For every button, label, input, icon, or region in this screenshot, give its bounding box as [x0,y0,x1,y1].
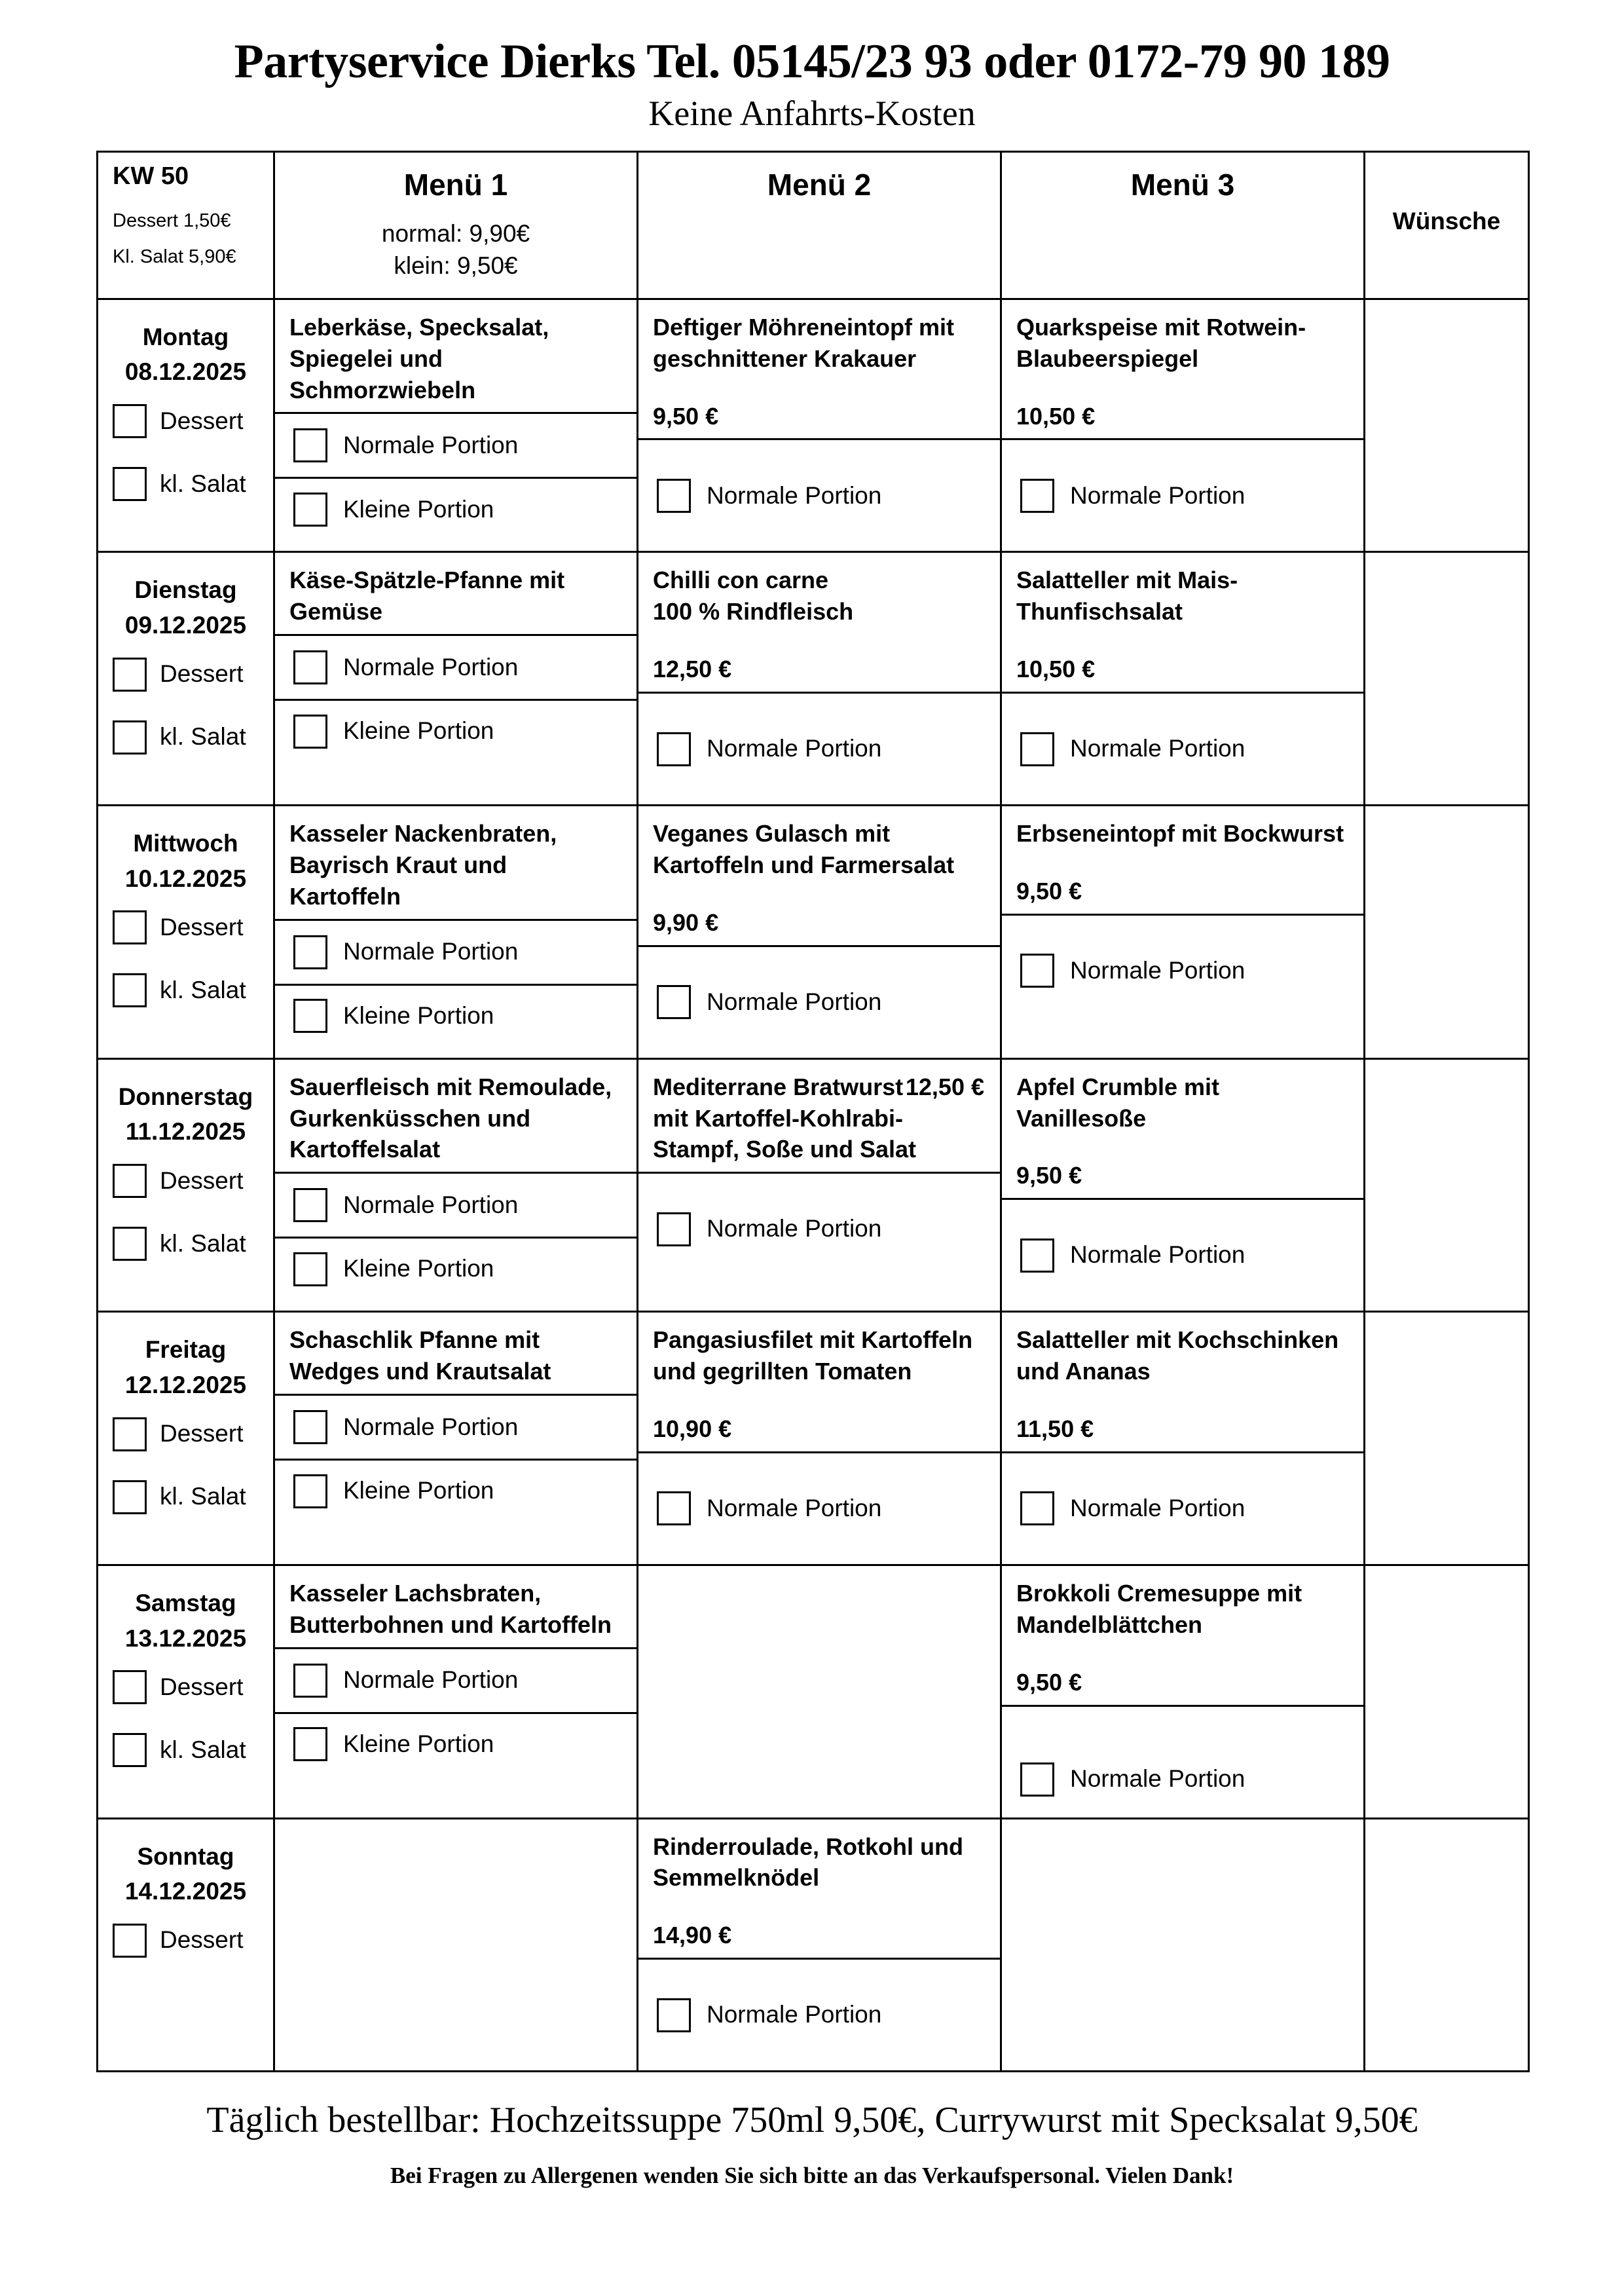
dish-line: Leberkäse, Specksalat, Spiegelei und Schmorzwiebeln [289,313,549,403]
menu1-price-small: klein: 9,50€ [394,252,518,280]
menu1-small-portion-row[interactable] [275,984,637,1047]
dish-line: Chilli con carne [653,567,829,594]
menu1-normal-portion-checkbox[interactable] [293,650,327,684]
menu2-cell [638,806,1001,1059]
menu2-cell [638,1312,1001,1565]
menu1-cell [274,806,638,1059]
menu3-normal-portion-row[interactable] [1002,939,1245,1002]
menu-price: 9,90 € [653,908,719,936]
menu2-dish [638,553,1000,692]
day-date: 08.12.2025 [124,358,247,386]
menu1-portion-options [275,919,637,1047]
dessert-option-label: Dessert [160,1926,244,1954]
menu1-small-portion-label: Kleine Portion [343,717,494,745]
menu1-normal-portion-row[interactable] [275,1649,637,1712]
day-cell [98,1565,274,1818]
menu3-cell [1001,1818,1365,2072]
day-name: Dienstag [134,576,237,604]
menu1-portion-options [275,1172,637,1299]
weekly-menu-table [96,151,1530,2072]
day-options [98,1656,273,1787]
day-row [98,1818,1529,2072]
menu1-normal-portion-row[interactable] [275,636,637,699]
table-header-row [98,151,1529,299]
menu1-title: Menü 1 [403,167,508,202]
salad-option-checkbox[interactable] [113,1480,147,1514]
dish-line: Veganes Gulasch mit Kartoffeln und Farmersalat [653,820,955,878]
menu3-portion-options [1002,1198,1363,1311]
dish-line: Rinderroulade, Rotkohl und Semmelknödel [653,1833,963,1892]
menu2-portion-options [638,1451,1000,1564]
menu2-normal-portion-row[interactable] [638,718,881,781]
menu2-normal-portion-label: Normale Portion [707,988,882,1015]
menu2-portion-options [638,1958,1000,2070]
dessert-option-label: Dessert [160,660,244,688]
menu1-portion-options [275,412,637,540]
menu-price: 12,50 € [653,656,732,683]
day-name-block [98,553,273,643]
menu-inline-price: 12,50 € [905,1073,984,1100]
menu3-portion-options [1002,914,1363,1026]
menu3-normal-portion-checkbox[interactable] [1020,732,1054,766]
dessert-option-row[interactable] [98,1656,273,1719]
menu3-title: Menü 3 [1130,167,1235,202]
menu2-dish [638,1060,1000,1172]
menu1-normal-portion-checkbox[interactable] [293,1188,327,1222]
salad-option-label: kl. Salat [160,470,246,497]
salad-option-checkbox[interactable] [113,720,147,755]
menu1-dish [275,553,637,634]
dish-line: Kasseler Nackenbraten, Bayrisch Kraut und Kartoffeln [289,820,557,910]
dessert-option-label: Dessert [160,913,244,941]
header-wishes-cell [1365,151,1529,299]
menu1-small-portion-checkbox[interactable] [293,1252,327,1286]
menu1-small-portion-label: Kleine Portion [343,1001,494,1029]
wishes-cell[interactable] [1365,806,1529,1059]
menu-price: 14,90 € [653,1922,732,1949]
menu3-cell [1001,552,1365,806]
day-name: Sonntag [137,1842,234,1870]
menu1-small-portion-row[interactable] [275,1237,637,1299]
menu1-small-portion-checkbox[interactable] [293,1474,327,1508]
day-options [98,1149,273,1280]
salad-option-label: kl. Salat [160,723,246,751]
menu3-normal-portion-checkbox[interactable] [1020,1762,1054,1797]
dessert-option-row[interactable] [98,1403,273,1466]
menu1-cell [274,1312,638,1565]
menu3-normal-portion-label: Normale Portion [1070,1241,1246,1269]
menu1-cell [274,1818,638,2072]
menu3-dish [1002,1313,1363,1451]
dessert-option-checkbox[interactable] [113,910,147,944]
menu2-portion-options [638,438,1000,551]
day-name: Samstag [135,1589,236,1616]
menu3-dish [1002,806,1363,914]
menu1-small-portion-checkbox[interactable] [293,493,327,527]
menu2-normal-portion-checkbox[interactable] [657,985,691,1019]
menu1-normal-portion-row[interactable] [275,1174,637,1237]
salad-option-label: kl. Salat [160,1736,246,1763]
menu3-normal-portion-label: Normale Portion [1070,956,1246,984]
menu2-normal-portion-checkbox[interactable] [657,1212,691,1246]
dessert-option-row[interactable] [98,1149,273,1212]
menu1-normal-portion-label: Normale Portion [343,1191,519,1218]
menu1-normal-portion-row[interactable] [275,1396,637,1459]
day-row [98,299,1529,552]
day-options [98,1909,273,1977]
menu1-dish [275,300,637,413]
salad-option-row[interactable] [98,1719,273,1781]
salad-option-row[interactable] [98,453,273,515]
dessert-option-row[interactable] [98,1909,273,1972]
day-row [98,1565,1529,1818]
menu1-small-portion-row[interactable] [275,1712,637,1775]
menu3-normal-portion-checkbox[interactable] [1020,954,1054,988]
dessert-option-label: Dessert [160,1420,244,1447]
dish-line: Pangasiusfilet mit Kartoffeln und gegrillten Tomaten [653,1326,973,1385]
menu2-cell [638,1565,1001,1818]
salad-option-row[interactable] [98,959,273,1022]
menu2-dish [638,1313,1000,1451]
dish-line: Sauerfleisch mit Remoulade, Gurkenküsschen und Kartoffelsalat [289,1073,612,1163]
menu1-small-portion-label: Kleine Portion [343,1730,494,1757]
day-cell [98,1818,274,2072]
menu1-normal-portion-checkbox[interactable] [293,1410,327,1444]
salad-option-label: kl. Salat [160,1229,246,1257]
menu3-dish [1002,1060,1363,1199]
menu1-small-portion-label: Kleine Portion [343,1477,494,1504]
day-name: Freitag [145,1336,227,1364]
wishes-cell[interactable] [1365,1818,1529,2072]
menu2-normal-portion-checkbox[interactable] [657,732,691,766]
day-name: Mittwoch [133,830,238,857]
dessert-option-checkbox[interactable] [113,1164,147,1198]
header-menu2-cell [638,151,1001,299]
menu1-cell [274,1058,638,1312]
menu1-normal-portion-label: Normale Portion [343,432,519,459]
menu1-normal-portion-checkbox[interactable] [293,935,327,969]
day-date: 10.12.2025 [124,865,247,892]
wishes-cell[interactable] [1365,552,1529,806]
menu2-normal-portion-row[interactable] [638,1477,881,1540]
menu1-price-normal: normal: 9,90€ [381,220,530,248]
menu1-cell [274,299,638,552]
menu2-normal-portion-row[interactable] [638,464,881,527]
menu3-portion-options [1002,438,1363,551]
menu1-portion-options [275,1394,637,1521]
menu3-dish [1002,300,1363,439]
dessert-option-row[interactable] [98,896,273,959]
day-date: 11.12.2025 [125,1118,246,1146]
salad-option-checkbox[interactable] [113,973,147,1007]
dessert-option-checkbox[interactable] [113,1670,147,1704]
dish-line: Quarkspeise mit Rotwein-Blaubeerspiegel [1016,313,1306,372]
menu3-normal-portion-row[interactable] [1002,464,1245,527]
dish-line: Salatteller mit Kochschinken und Ananas [1016,1326,1339,1385]
menu1-normal-portion-label: Normale Portion [343,938,519,965]
dessert-option-label: Dessert [160,1673,244,1700]
menu-price: 11,50 € [1016,1415,1094,1443]
menu-price: 9,50 € [1016,1162,1082,1189]
dish-line: Erbseneintopf mit Bockwurst [1016,820,1344,848]
day-cell [98,299,274,552]
menu-table-container [96,151,1528,2072]
menu2-dish [638,806,1000,945]
salad-option-checkbox[interactable] [113,467,147,501]
dish-line: Salatteller mit Mais-Thunfischsalat [1016,567,1238,625]
menu2-normal-portion-row[interactable] [638,1984,881,2047]
menu1-cell [274,1565,638,1818]
menu3-dish [1002,553,1363,692]
day-date: 14.12.2025 [124,1878,247,1905]
menu2-portion-options [638,945,1000,1058]
day-options [98,390,273,521]
dessert-option-label: Dessert [160,407,244,434]
menu2-portion-options [638,1172,1000,1284]
menu2-normal-portion-label: Normale Portion [707,1495,882,1522]
menu1-normal-portion-label: Normale Portion [343,1666,519,1694]
menu1-cell [274,552,638,806]
day-name-block [98,300,273,390]
wishes-cell[interactable] [1365,1565,1529,1818]
menu2-normal-portion-label: Normale Portion [707,1215,882,1242]
daily-offers-text: Täglich bestellbar: Hochzeitssuppe 750ml 9,50€, Currywurst mit Specksalat 9,50€ [206,2100,1418,2141]
day-row [98,1312,1529,1565]
header-subtitle: Keine Anfahrts-Kosten [648,93,976,133]
day-options [98,1403,273,1534]
menu-price: 9,50 € [1016,877,1082,904]
menu1-portion-options [275,1647,637,1775]
menu3-portion-options [1002,692,1363,804]
menu2-normal-portion-checkbox[interactable] [657,1491,691,1525]
menu2-cell [638,1818,1001,2072]
dish-line: 100 % Rindfleisch [653,598,854,625]
menu2-cell [638,1058,1001,1312]
menu3-normal-portion-row[interactable] [1002,1224,1245,1287]
menu1-small-portion-checkbox[interactable] [293,1727,327,1761]
menu3-cell [1001,1565,1365,1818]
menu3-normal-portion-label: Normale Portion [1070,481,1246,509]
menu2-portion-options [638,692,1000,804]
header-menu1-cell [274,151,638,299]
wishes-cell[interactable] [1365,299,1529,552]
menu3-portion-options [1002,1705,1363,1818]
menu2-title: Menü 2 [767,167,872,202]
menu3-cell [1001,299,1365,552]
menu3-normal-portion-label: Normale Portion [1070,735,1246,762]
day-name-block [98,1060,273,1149]
day-name-block [98,1819,273,1909]
day-row [98,552,1529,806]
dessert-option-row[interactable] [98,390,273,453]
salad-option-row[interactable] [98,1212,273,1275]
menu-price: 9,50 € [1016,1668,1082,1696]
day-options [98,643,273,774]
menu2-normal-portion-checkbox[interactable] [657,1998,691,2032]
menu1-dish [275,806,637,919]
dessert-option-checkbox[interactable] [113,1924,147,1958]
menu3-dish [1002,1566,1363,1705]
wishes-title: Wünsche [1392,207,1501,234]
menu3-normal-portion-label: Normale Portion [1070,1765,1246,1793]
menu1-normal-portion-checkbox[interactable] [293,1664,327,1698]
menu2-normal-portion-checkbox[interactable] [657,479,691,513]
menu1-small-portion-row[interactable] [275,699,637,762]
menu-price: 10,50 € [1016,656,1096,683]
day-name-block [98,1566,273,1656]
menu1-small-portion-checkbox[interactable] [293,999,327,1033]
menu3-cell [1001,1312,1365,1565]
document-footer [0,2098,1624,2190]
salad-option-checkbox[interactable] [113,1227,147,1261]
salad-option-label: kl. Salat [160,1483,246,1510]
day-name: Donnerstag [118,1083,253,1110]
menu1-small-portion-row[interactable] [275,1459,637,1521]
menu1-small-portion-label: Kleine Portion [343,1255,494,1282]
menu2-cell [638,299,1001,552]
menu1-normal-portion-row[interactable] [275,414,637,477]
dish-line: 12,50 € Mediterrane Bratwurst mit Kartoffel-Kohlrabi-Stampf, Soße und Salat [653,1072,988,1166]
salad-option-label: kl. Salat [160,976,246,1003]
menu-price: 10,90 € [653,1415,732,1443]
menu1-normal-portion-label: Normale Portion [343,1413,519,1440]
menu2-normal-portion-row[interactable] [638,971,881,1034]
menu1-portion-options [275,634,637,762]
day-date: 09.12.2025 [124,612,247,639]
day-name-block [98,806,273,896]
dish-line: Brokkoli Cremesuppe mit Mandelblättchen [1016,1579,1302,1638]
day-cell [98,1312,274,1565]
wishes-cell[interactable] [1365,1058,1529,1312]
menu1-dish [275,1566,637,1647]
dessert-price-label: Dessert 1,50€ [113,210,231,231]
menu3-normal-portion-row[interactable] [1002,718,1245,781]
menu1-small-portion-row[interactable] [275,477,637,540]
allergen-note: Bei Fragen zu Allergenen wenden Sie sich bitte an das Verkaufspersonal. Vielen Dank! [390,2163,1234,2189]
dish-line: Apfel Crumble mit Vanillesoße [1016,1073,1220,1132]
dish-line: Käse-Spätzle-Pfanne mit Gemüse [289,567,565,625]
menu2-dish [638,1819,1000,1958]
menu3-cell [1001,806,1365,1059]
menu1-normal-portion-checkbox[interactable] [293,428,327,462]
header-week-cell [98,151,274,299]
day-cell [98,552,274,806]
dish-line: Schaschlik Pfanne mit Wedges und Krautsalat [289,1326,551,1385]
dessert-option-checkbox[interactable] [113,1417,147,1451]
menu2-normal-portion-label: Normale Portion [707,2001,882,2028]
menu3-portion-options [1002,1451,1363,1564]
business-title: Partyservice Dierks Tel. 05145/23 93 oder 0172-79 90 189 [234,35,1390,88]
dessert-option-row[interactable] [98,643,273,706]
day-name: Montag [142,323,229,350]
week-number: KW 50 [113,162,189,190]
day-date: 13.12.2025 [124,1624,247,1652]
salad-option-row[interactable] [98,706,273,769]
menu1-normal-portion-row[interactable] [275,921,637,984]
wishes-cell[interactable] [1365,1312,1529,1565]
dessert-option-label: Dessert [160,1166,244,1194]
salad-option-checkbox[interactable] [113,1733,147,1767]
day-row [98,806,1529,1059]
menu2-normal-portion-row[interactable] [638,1198,881,1261]
menu2-dish [638,300,1000,439]
salad-price-label: Kl. Salat 5,90€ [113,246,236,267]
menu1-normal-portion-label: Normale Portion [343,653,519,680]
dessert-option-checkbox[interactable] [113,658,147,692]
day-cell [98,1058,274,1312]
day-cell [98,806,274,1059]
salad-option-row[interactable] [98,1466,273,1529]
menu2-cell [638,552,1001,806]
dish-line: Kasseler Lachsbraten, Butterbohnen und Kartoffeln [289,1579,612,1638]
dish-line: Deftiger Möhreneintopf mit geschnittener Krakauer [653,313,954,372]
menu3-normal-portion-row[interactable] [1002,1748,1245,1811]
menu1-dish [275,1313,637,1394]
menu2-normal-portion-label: Normale Portion [707,735,882,762]
menu1-small-portion-checkbox[interactable] [293,715,327,749]
menu3-normal-portion-checkbox[interactable] [1020,479,1054,513]
menu3-normal-portion-checkbox[interactable] [1020,1239,1054,1273]
day-name-block [98,1313,273,1402]
header-menu3-cell [1001,151,1365,299]
day-options [98,896,273,1027]
menu3-normal-portion-row[interactable] [1002,1477,1245,1540]
menu3-cell [1001,1058,1365,1312]
menu-price: 10,50 € [1016,402,1096,430]
menu-price: 9,50 € [653,402,719,430]
menu3-normal-portion-label: Normale Portion [1070,1495,1246,1522]
menu3-normal-portion-checkbox[interactable] [1020,1491,1054,1525]
menu1-small-portion-label: Kleine Portion [343,495,494,523]
menu2-normal-portion-label: Normale Portion [707,481,882,509]
day-row [98,1058,1529,1312]
dessert-option-checkbox[interactable] [113,404,147,438]
menu1-dish [275,1060,637,1172]
day-date: 12.12.2025 [124,1371,247,1398]
document-header [0,0,1624,134]
